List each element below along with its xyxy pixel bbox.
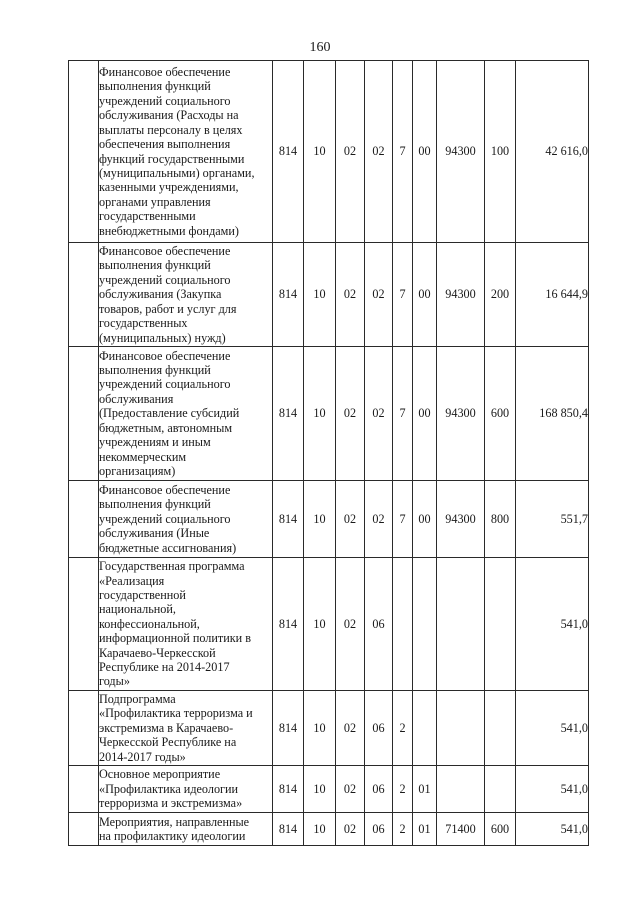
activity-code-cell — [413, 558, 437, 691]
expense-type-cell: 800 — [485, 481, 516, 558]
description-cell — [99, 558, 273, 691]
description-text: Основное мероприятие «Профилактика идеологии терроризма и экстремизма» — [99, 767, 243, 811]
subprogram-code-cell: 2 — [393, 766, 413, 813]
section-code-cell: 10 — [304, 813, 336, 846]
description-cell — [99, 691, 273, 766]
direction-code-cell — [437, 691, 485, 766]
program-code-cell: 02 — [365, 347, 393, 481]
blank-cell — [69, 481, 99, 558]
section-code-cell: 10 — [304, 481, 336, 558]
expense-type-cell — [485, 766, 516, 813]
page-number: 160 — [309, 40, 331, 55]
ministry-code-cell: 814 — [273, 347, 304, 481]
table-row — [69, 243, 589, 347]
program-code-cell: 02 — [365, 481, 393, 558]
table-body — [69, 61, 589, 846]
description-cell — [99, 61, 273, 243]
section-code-cell: 10 — [304, 347, 336, 481]
table-row — [69, 813, 589, 846]
activity-code-cell: 01 — [413, 813, 437, 846]
subsection-code-cell: 02 — [336, 558, 365, 691]
program-code-cell: 02 — [365, 61, 393, 243]
amount-cell: 541,0 — [516, 766, 589, 813]
ministry-code-cell: 814 — [273, 813, 304, 846]
amount-cell: 541,0 — [516, 558, 589, 691]
blank-cell — [69, 558, 99, 691]
amount-cell: 16 644,9 — [516, 243, 589, 347]
description-text: Финансовое обеспечение выполнения функций учреждений социального обслуживания (Иные бюджетные ассигнования) — [99, 482, 237, 555]
table-row — [69, 691, 589, 766]
expense-type-cell: 100 — [485, 61, 516, 243]
section-code-cell: 10 — [304, 61, 336, 243]
description-text: Финансовое обеспечение выполнения функций учреждений социального обслуживания (Предоставление субсидий бюджетным, автономным учреждениям и иным некоммерческим организациям) — [99, 348, 240, 478]
ministry-code-cell: 814 — [273, 243, 304, 347]
ministry-code-cell: 814 — [273, 481, 304, 558]
blank-cell — [69, 243, 99, 347]
direction-code-cell: 94300 — [437, 243, 485, 347]
subprogram-code-cell: 7 — [393, 61, 413, 243]
subprogram-code-cell: 7 — [393, 347, 413, 481]
table-row — [69, 766, 589, 813]
section-code-cell: 10 — [304, 766, 336, 813]
subsection-code-cell: 02 — [336, 766, 365, 813]
direction-code-cell — [437, 558, 485, 691]
expense-type-cell — [485, 691, 516, 766]
ministry-code-cell: 814 — [273, 766, 304, 813]
ministry-code-cell: 814 — [273, 691, 304, 766]
table-row — [69, 481, 589, 558]
subprogram-code-cell: 7 — [393, 481, 413, 558]
description-text: Мероприятия, направленные на профилактику идеологии — [99, 814, 250, 843]
ministry-code-cell: 814 — [273, 61, 304, 243]
program-code-cell: 06 — [365, 691, 393, 766]
subsection-code-cell: 02 — [336, 691, 365, 766]
subsection-code-cell: 02 — [336, 481, 365, 558]
subsection-code-cell: 02 — [336, 243, 365, 347]
program-code-cell: 02 — [365, 243, 393, 347]
program-code-cell: 06 — [365, 766, 393, 813]
description-cell — [99, 347, 273, 481]
amount-cell: 42 616,0 — [516, 61, 589, 243]
description-cell — [99, 243, 273, 347]
expense-type-cell — [485, 558, 516, 691]
program-code-cell: 06 — [365, 558, 393, 691]
blank-cell — [69, 347, 99, 481]
table-row — [69, 558, 589, 691]
description-text: Подпрограмма «Профилактика терроризма и экстремизма в Карачаево- Черкесской Республике на 2014-2017 годы» — [99, 691, 253, 764]
subprogram-code-cell: 2 — [393, 813, 413, 846]
direction-code-cell: 94300 — [437, 61, 485, 243]
activity-code-cell: 00 — [413, 61, 437, 243]
ministry-code-cell: 814 — [273, 558, 304, 691]
description-cell — [99, 813, 273, 846]
amount-cell: 541,0 — [516, 813, 589, 846]
subsection-code-cell: 02 — [336, 347, 365, 481]
direction-code-cell: 94300 — [437, 481, 485, 558]
subprogram-code-cell: 7 — [393, 243, 413, 347]
description-text: Финансовое обеспечение выполнения функций учреждений социального обслуживания (Закупка товаров, работ и услуг для государственных (муниципальных) нужд) — [99, 244, 237, 345]
subprogram-code-cell — [393, 558, 413, 691]
description-cell — [99, 481, 273, 558]
expense-type-cell: 600 — [485, 813, 516, 846]
activity-code-cell: 00 — [413, 243, 437, 347]
blank-cell — [69, 691, 99, 766]
direction-code-cell: 71400 — [437, 813, 485, 846]
description-text: Финансовое обеспечение выполнения функций учреждений социального обслуживания (Расходы на выплаты персоналу в целях обеспечения выполнения функций государственными (муниципальными) органами, казенными учреждениями, органами управления государственными внебюджетными фондами) — [99, 65, 255, 238]
table-row — [69, 347, 589, 481]
direction-code-cell — [437, 766, 485, 813]
section-code-cell: 10 — [304, 558, 336, 691]
blank-cell — [69, 766, 99, 813]
expense-type-cell: 600 — [485, 347, 516, 481]
activity-code-cell: 00 — [413, 481, 437, 558]
section-code-cell: 10 — [304, 243, 336, 347]
expense-type-cell: 200 — [485, 243, 516, 347]
direction-code-cell: 94300 — [437, 347, 485, 481]
table-row — [69, 61, 589, 243]
blank-cell — [69, 61, 99, 243]
program-code-cell: 06 — [365, 813, 393, 846]
activity-code-cell: 01 — [413, 766, 437, 813]
activity-code-cell — [413, 691, 437, 766]
amount-cell: 551,7 — [516, 481, 589, 558]
activity-code-cell: 00 — [413, 347, 437, 481]
budget-table — [68, 60, 589, 846]
amount-cell: 541,0 — [516, 691, 589, 766]
amount-cell: 168 850,4 — [516, 347, 589, 481]
subprogram-code-cell: 2 — [393, 691, 413, 766]
subsection-code-cell: 02 — [336, 813, 365, 846]
subsection-code-cell: 02 — [336, 61, 365, 243]
blank-cell — [69, 813, 99, 846]
description-text: Государственная программа «Реализация государственной национальной, конфессиональной, информационной политики в Карачаево-Черкесской Республике на 2014-2017 годы» — [99, 559, 251, 689]
section-code-cell: 10 — [304, 691, 336, 766]
description-cell — [99, 766, 273, 813]
